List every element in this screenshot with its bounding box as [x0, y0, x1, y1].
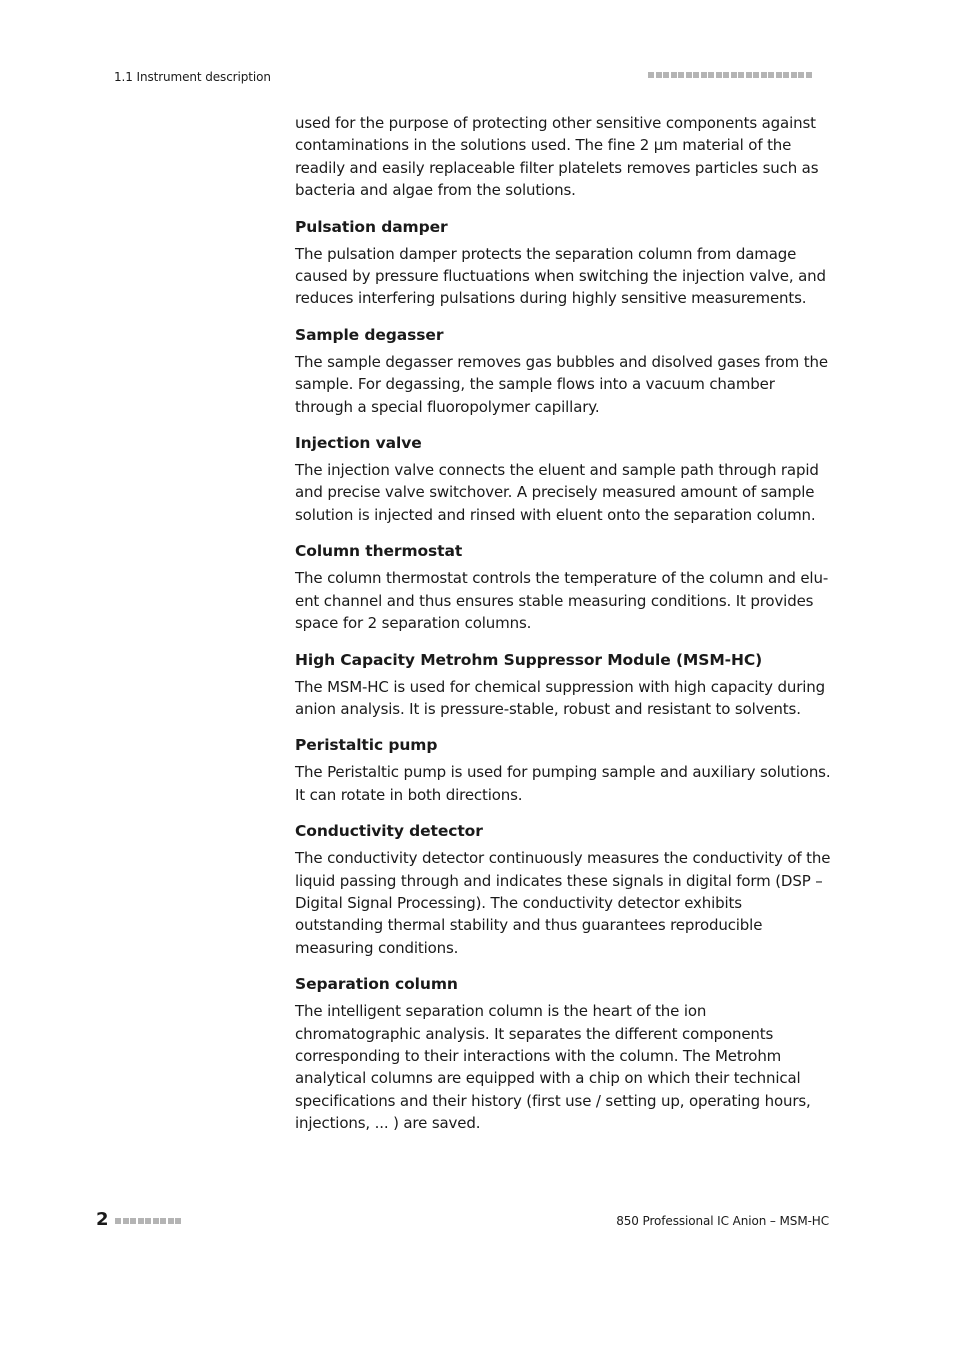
intro-paragraph: used for the purpose of protecting other sensitive components against contaminations in the solutions used. The fine 2 µm material of the readily and easily replaceable filter platelets removes particles such as bacteria and algae from the solutions. — [295, 114, 819, 200]
section-column-thermostat — [295, 540, 831, 634]
section-body: The injection valve connects the eluent and sample path through rapid and precise valve switchover. A precisely measured amount of sample solution is injected and rinsed with eluent onto the separation column. — [295, 461, 819, 524]
header-dot — [776, 72, 782, 78]
running-header-title: 1.1 Instrument description — [114, 70, 271, 84]
section-heading: Column thermostat — [295, 542, 463, 561]
section-body: The pulsation damper protects the separation column from damage caused by pressure fluctuations when switching the injection valve, and reduces interfering pulsations during highly sensitive measurements. — [295, 244, 826, 308]
section-heading: High Capacity Metrohm Suppressor Module (MSM-HC) — [295, 650, 763, 669]
section-body: The conductivity detector continuously measures the conductivity of the liquid passing through and indicates these signals in digital form (DSP – Digital Signal Processing). The conductivity detector exhibits outstanding thermal stability and thus guarantees reproducible measuring conditions. — [295, 849, 831, 957]
header-dot — [768, 72, 774, 78]
footer-dot-bar — [115, 1218, 181, 1224]
footer-dot — [115, 1218, 121, 1224]
header-dot — [738, 72, 744, 78]
header-dot — [746, 72, 752, 78]
section-sample-degasser — [295, 324, 831, 418]
footer-dot — [153, 1218, 159, 1224]
header-dot — [693, 72, 699, 78]
header-dot — [798, 72, 804, 78]
section-heading: Injection valve — [295, 434, 422, 453]
header-dot — [701, 72, 707, 78]
section-body: The sample degasser removes gas bubbles and disolved gases from the sample. For degassing, the sample flows into a vacuum chamber through a special fluoropolymer capillary. — [295, 352, 828, 416]
section-peristaltic-pump — [295, 734, 831, 806]
section-injection-valve — [295, 432, 831, 526]
section-suppressor-module — [295, 649, 831, 721]
header-dot — [656, 72, 662, 78]
section-body: The intelligent separation column is the heart of the ion chromatographic analysis. It separates the different components corresponding to their interactions with the column. The Metrohm analytical columns are equipped with a chip on which their technical specifications and their history (first use / setting up, operating hours, injections, ... ) are saved. — [295, 1002, 811, 1133]
header-dot — [806, 72, 812, 78]
section-heading: Pulsation damper — [295, 217, 448, 236]
footer-dot — [168, 1218, 174, 1224]
section-heading: Sample degasser — [295, 325, 444, 344]
header-dot — [663, 72, 669, 78]
section-heading: Peristaltic pump — [295, 736, 438, 755]
section-body: The Peristaltic pump is used for pumping sample and auxiliary solutions. It can rotate in both directions. — [295, 763, 831, 804]
section-body: The MSM-HC is used for chemical suppression with high capacity during anion analysis. It is pressure-stable, robust and resistant to solvents. — [295, 677, 826, 718]
footer-dot — [130, 1218, 136, 1224]
footer-dot — [145, 1218, 151, 1224]
page-content — [295, 112, 831, 1135]
page-number: 2 — [96, 1209, 109, 1230]
header-dot-bar — [648, 72, 812, 78]
header-dot — [791, 72, 797, 78]
header-dot — [678, 72, 684, 78]
header-dot — [723, 72, 729, 78]
header-dot — [708, 72, 714, 78]
document-title: 850 Professional IC Anion – MSM-HC — [616, 1214, 829, 1228]
header-dot — [686, 72, 692, 78]
section-conductivity-detector — [295, 820, 831, 959]
section-heading: Conductivity detector — [295, 822, 483, 841]
header-dot — [648, 72, 654, 78]
footer-dot — [123, 1218, 129, 1224]
footer-dot — [160, 1218, 166, 1224]
section-heading: Separation column — [295, 975, 458, 994]
section-pulsation-damper — [295, 216, 831, 310]
header-dot — [783, 72, 789, 78]
header-dot — [731, 72, 737, 78]
footer-dot — [175, 1218, 181, 1224]
section-body: The column thermostat controls the temperature of the column and eluent channel and thus ensures stable measuring conditions. It provides space for 2 separation columns. — [295, 569, 829, 633]
footer-dot — [138, 1218, 144, 1224]
header-dot — [761, 72, 767, 78]
header-dot — [716, 72, 722, 78]
header-dot — [753, 72, 759, 78]
header-dot — [671, 72, 677, 78]
section-separation-column — [295, 973, 831, 1134]
